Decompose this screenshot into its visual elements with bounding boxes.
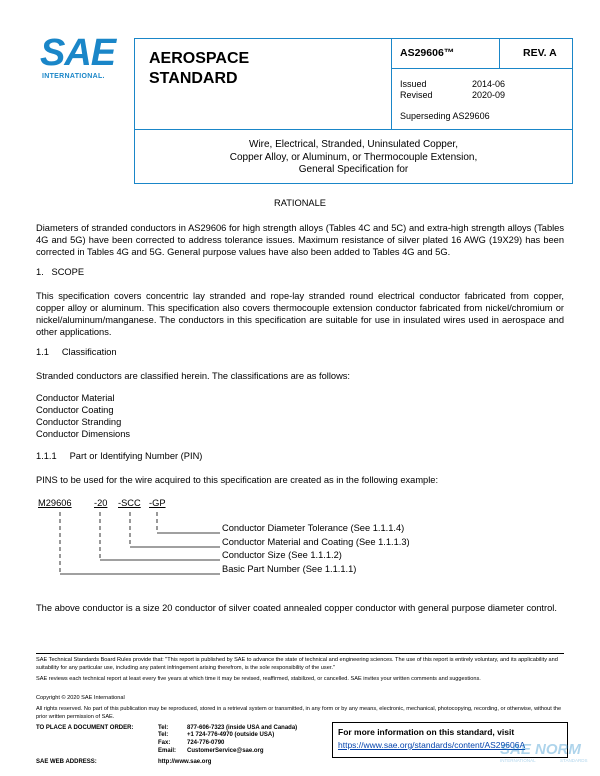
more-info-heading: For more information on this standard, visit	[338, 727, 515, 737]
pin-heading: 1.1.1 Part or Identifying Number (PIN)	[36, 451, 203, 461]
list-item: Conductor Dimensions	[36, 429, 131, 439]
scope-heading: 1. SCOPE	[36, 267, 85, 277]
watermark	[500, 741, 587, 763]
more-info-link[interactable]: https://www.sae.org/standards/content/AS29606A	[338, 740, 526, 750]
list-item: Conductor Material	[36, 393, 115, 403]
doc-number: AS29606™	[400, 47, 455, 59]
tel-value: 877-606-7323 (inside USA and Canada)	[187, 725, 298, 731]
footer-rules: SAE Technical Standards Board Rules provide that: "This report is published by SAE to advance the state of technical and engineering sciences. The use of this report is entirely voluntary, and its applicability and suitability for any particular use, including any patent infringement arising therefrom, is the sole responsibility of the user."	[36, 657, 558, 671]
doc-title-line2: Copper Alloy, or Aluminum, or Thermocouple Extension,	[229, 151, 478, 163]
issued-date: 2014-06	[472, 79, 506, 89]
footer-copyright: Copyright © 2020 SAE International	[36, 695, 125, 701]
email-label: Email:	[158, 748, 177, 754]
order-label: TO PLACE A DOCUMENT ORDER:	[36, 725, 134, 731]
superseding: Superseding AS29606	[400, 111, 490, 121]
standard-type-line1: AEROSPACE	[149, 50, 250, 67]
pin-label-basic: Basic Part Number (See 1.1.1.1)	[222, 564, 357, 574]
doc-title-line3: General Specification for	[298, 164, 409, 175]
revised-label: Revised	[400, 90, 433, 100]
watermark-sub-right: STANDARDS	[560, 758, 588, 763]
footer-rights: All rights reserved. No part of this publication may be reproduced, stored in a retrieval system or transmitted, in any form or by any means, electronic, mechanical, photocopying, recording, or otherwise, without the prior written permission of SAE.	[36, 706, 562, 720]
classification-text: Stranded conductors are classified herein. The classifications are as follows:	[36, 371, 351, 381]
footer-divider	[36, 653, 564, 654]
revision-label: REV. A	[523, 47, 557, 59]
rationale-text: Diameters of stranded conductors in AS29606 for high strength alloys (Tables 4C and 5C) and extra-high strength alloys (Tables 4G and 5G) have been corrected to address tolerance issues. Maximum resistance of silver plated 16 AWG (19X29) has been corrected in Tables 4G and 5G. General purpose values have also been added to Tables 4G and 5G.	[36, 223, 564, 257]
web-label: SAE WEB ADDRESS:	[36, 759, 97, 765]
tel-label: Tel:	[158, 725, 169, 731]
pin-text: PINS to be used for the wire acquired to this specification are created as in the following example:	[36, 475, 439, 485]
revised-date: 2020-09	[472, 90, 506, 100]
classification-heading: 1.1 Classification	[36, 347, 117, 357]
fax-value: 724-776-0790	[187, 740, 225, 746]
pin-part-tolerance: -GP	[149, 498, 166, 508]
pin-label-size: Conductor Size (See 1.1.1.2)	[222, 550, 342, 560]
pin-part-material: -SCC	[118, 498, 141, 508]
logo-subtext: INTERNATIONAL.	[42, 73, 105, 80]
watermark-sub-left: INTERNATIONAL	[500, 758, 536, 763]
web-value[interactable]: http://www.sae.org	[158, 759, 212, 765]
tel2-value: +1 724-776-4970 (outside USA)	[187, 732, 275, 738]
fax-label: Fax:	[158, 740, 171, 746]
list-item: Conductor Stranding	[36, 417, 122, 427]
logo-text: SAE	[40, 32, 116, 74]
scope-text: This specification covers concentric lay stranded and rope-lay stranded round electrical conductor fabricated from copper, copper alloy or aluminum. This specification also covers thermocouple extension conductor fabricated from nickel/chromium or nickel/aluminum/manganese. The conductors in this specification are suitable for use in insulated wires used in aerospace and other applications.	[36, 291, 564, 337]
pin-part-size: -20	[94, 498, 108, 508]
doc-title-line1: Wire, Electrical, Stranded, Uninsulated Copper,	[249, 139, 458, 150]
watermark-text: SAE NORM	[500, 741, 581, 758]
pin-label-material: Conductor Material and Coating (See 1.1.1.3)	[222, 537, 410, 547]
tel2-label: Tel:	[158, 732, 169, 738]
issued-label: Issued	[400, 79, 427, 89]
conclusion-text: The above conductor is a size 20 conductor of silver coated annealed copper conductor with general purpose diameter control.	[36, 603, 557, 613]
footer-review: SAE reviews each technical report at least every five years at which time it may be revised, reaffirmed, stabilized, or cancelled. SAE invites your written comments and suggestions.	[36, 676, 481, 682]
pin-part-basic: M29606	[38, 498, 72, 508]
watermark-subtext	[500, 758, 587, 763]
standard-type-line2: STANDARD	[149, 70, 238, 87]
pin-label-tolerance: Conductor Diameter Tolerance (See 1.1.1.4)	[222, 523, 405, 533]
rationale-heading: RATIONALE	[273, 198, 326, 208]
list-item: Conductor Coating	[36, 405, 114, 415]
email-value[interactable]: CustomerService@sae.org	[187, 748, 264, 754]
